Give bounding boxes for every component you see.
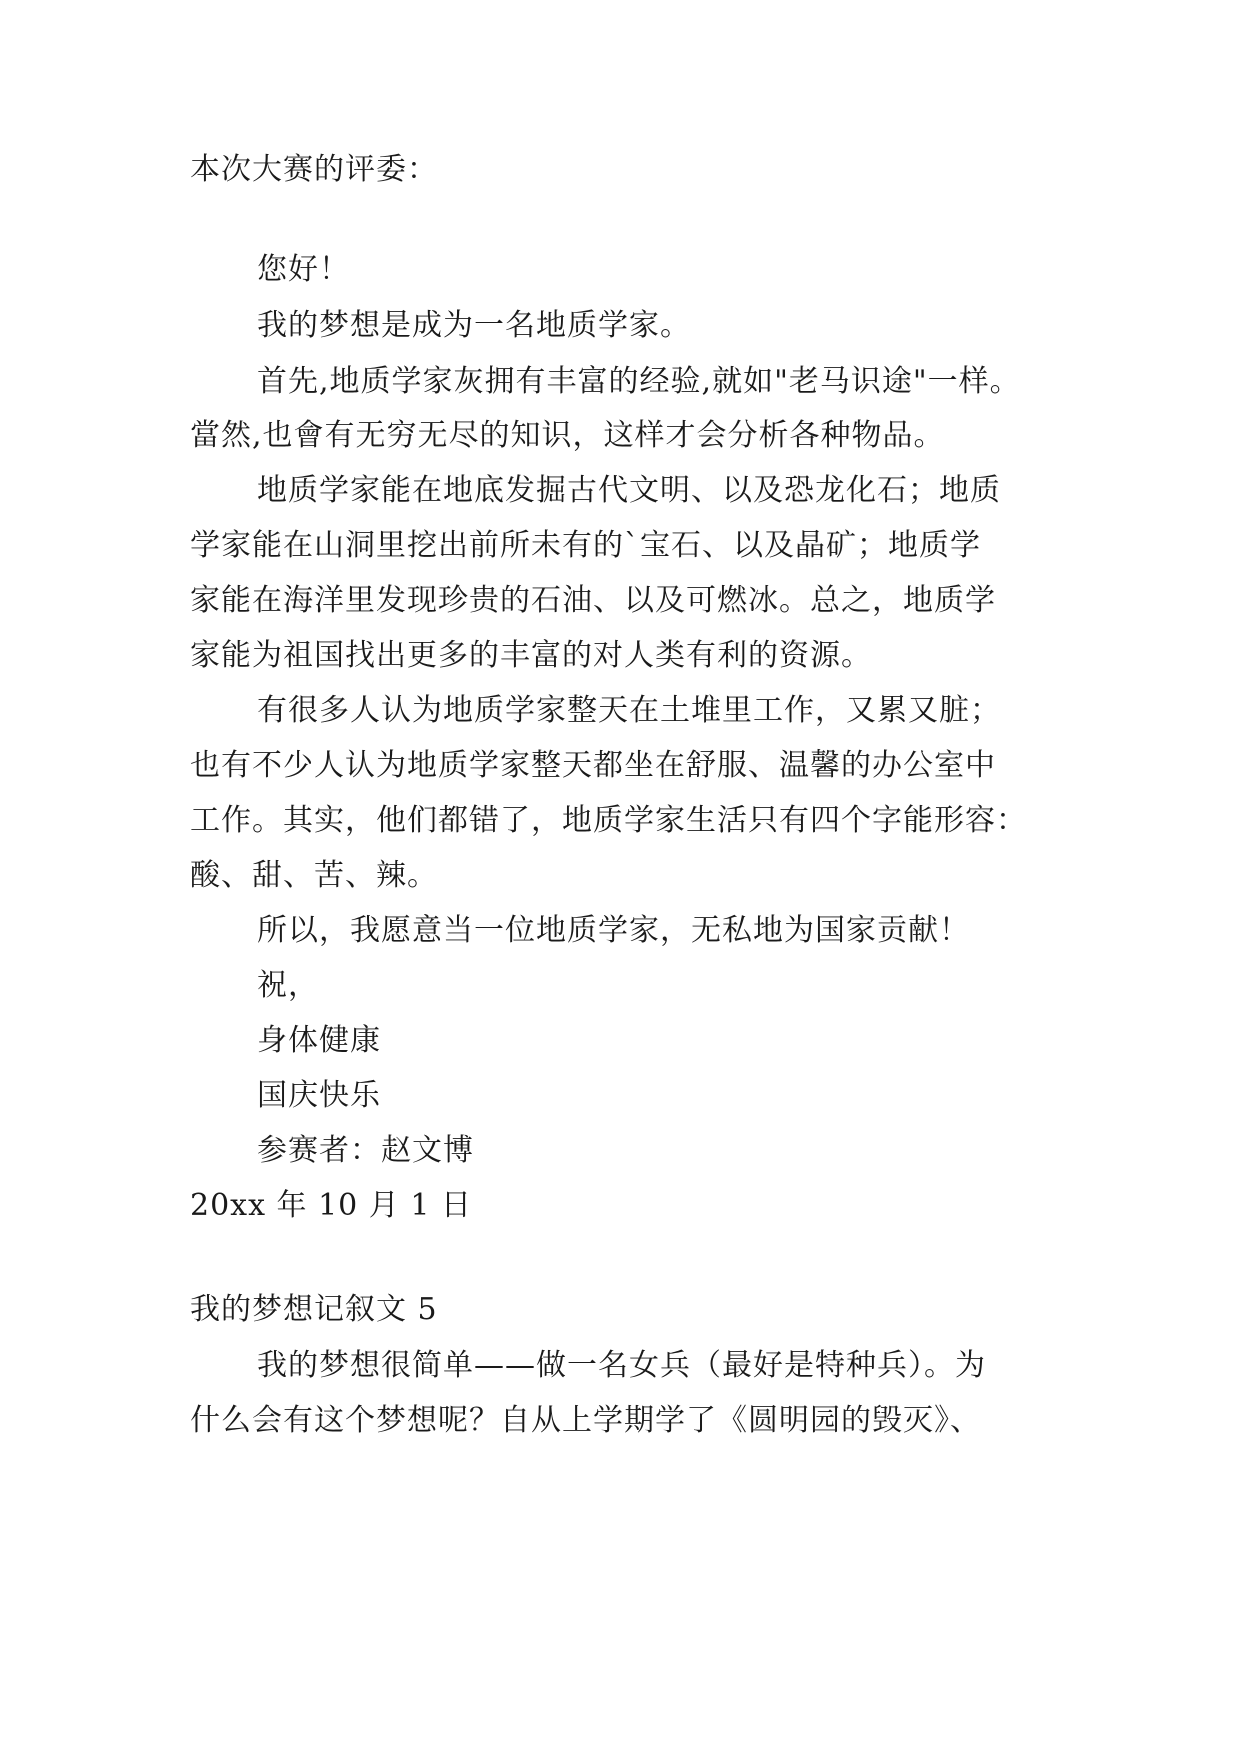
paragraph-4-line-2: 也有不少人认为地质学家整天都坐在舒服、温馨的办公室中 xyxy=(190,748,996,783)
salutation: 本次大赛的评委： xyxy=(190,152,438,187)
greeting: 您好！ xyxy=(257,252,350,287)
paragraph-4-line-4: 酸、甜、苦、辣。 xyxy=(190,858,438,893)
paragraph-3-line-2: 学家能在山洞里挖出前所未有的`宝石、以及晶矿；地质学 xyxy=(190,528,981,563)
paragraph-3-line-3: 家能在海洋里发现珍贵的石油、以及可燃冰。总之，地质学 xyxy=(190,583,996,618)
paragraph-2-line-2: 當然,也會有无穷无尽的知识，这样才会分析各种物品。 xyxy=(190,418,945,453)
paragraph-3-line-1: 地质学家能在地底发掘古代文明、以及恐龙化石；地质 xyxy=(257,473,1001,508)
next-paragraph-line-1: 我的梦想很简单——做一名女兵（最好是特种兵）。为 xyxy=(257,1348,986,1383)
closing: 祝， xyxy=(257,968,319,1003)
paragraph-4-line-1: 有很多人认为地质学家整天在土堆里工作，又累又脏； xyxy=(257,693,1001,728)
wish-1: 身体健康 xyxy=(257,1023,381,1058)
date: 20xx 年 10 月 1 日 xyxy=(190,1188,472,1223)
signature: 参赛者：赵文博 xyxy=(257,1133,474,1168)
paragraph-5: 所以，我愿意当一位地质学家，无私地为国家贡献！ xyxy=(257,913,970,948)
paragraph-3-line-4: 家能为祖国找出更多的丰富的对人类有利的资源。 xyxy=(190,638,872,673)
paragraph-4-line-3: 工作。其实，他们都错了，地质学家生活只有四个字能形容： xyxy=(190,803,1027,838)
paragraph-1: 我的梦想是成为一名地质学家。 xyxy=(257,308,691,343)
wish-2: 国庆快乐 xyxy=(257,1078,381,1113)
paragraph-2-line-1: 首先,地质学家灰拥有丰富的经验,就如"老马识途"一样。 xyxy=(257,364,1021,399)
next-essay-title: 我的梦想记叙文 5 xyxy=(190,1292,438,1327)
next-paragraph-line-2: 什么会有这个梦想呢？自从上学期学了《圆明园的毁灭》、 xyxy=(190,1403,981,1438)
